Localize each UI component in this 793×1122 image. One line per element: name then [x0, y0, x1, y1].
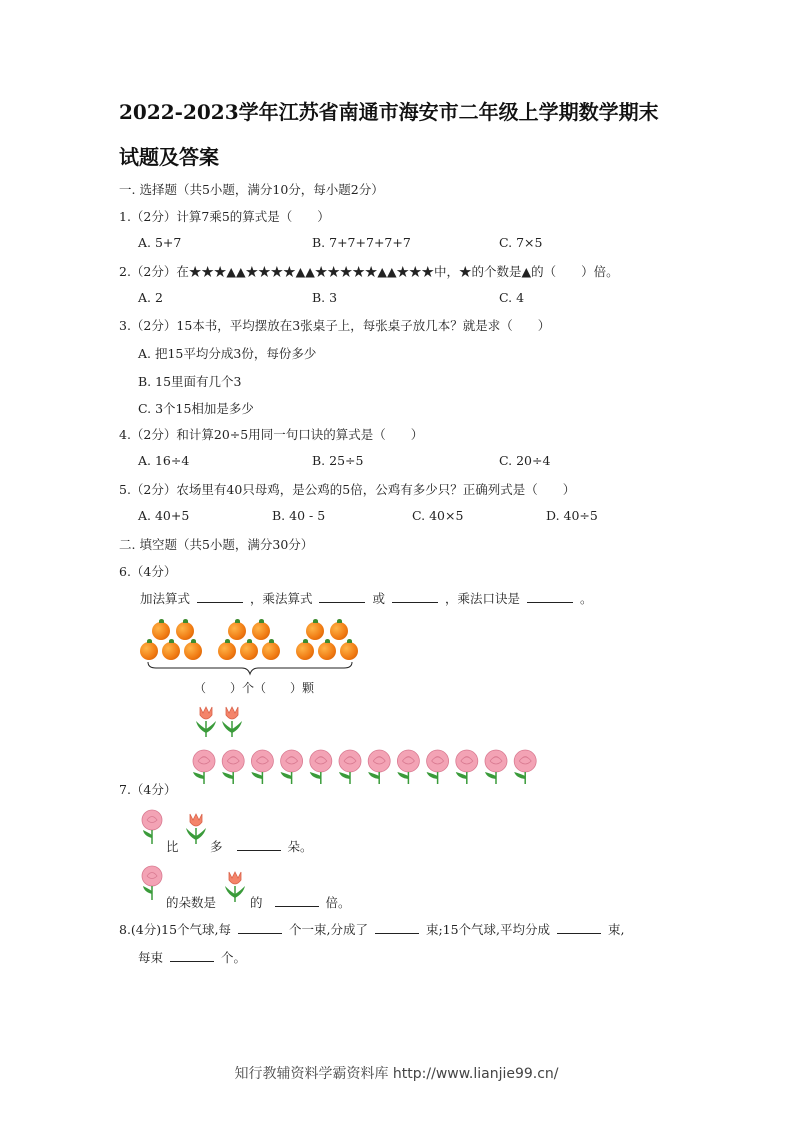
q8-text-3: 束;15个气球,平均分成: [425, 922, 551, 937]
q6-blank-multiplication-1[interactable]: [319, 591, 365, 603]
orange-icon: [330, 622, 348, 640]
q4-option-c: C. 20÷4: [499, 453, 551, 468]
q5-option-a: A. 40+5: [138, 508, 190, 523]
orange-icon: [140, 642, 158, 660]
q7-blank-more[interactable]: [237, 839, 281, 851]
q6-blank-multiplication-2[interactable]: [392, 591, 438, 603]
rose-icon: [193, 750, 215, 784]
q6-brace-label: （ ）个（ ）颗: [194, 681, 315, 695]
q6-text-end: 。: [579, 591, 593, 606]
orange-icon: [262, 642, 280, 660]
q8-text-2: 个一束,分成了: [288, 922, 368, 937]
q7-text-count-is: 的朵数是: [166, 895, 217, 910]
q8-text-4: 束,: [608, 922, 625, 937]
q7-text-compare: 比: [166, 839, 179, 854]
q2-option-a: A. 2: [138, 290, 163, 305]
orange-icon: [152, 622, 170, 640]
q6-text-or: 或: [372, 591, 385, 606]
orange-icon: [162, 642, 180, 660]
q7-text-unit: 朵。: [287, 839, 313, 854]
question-4: 4.（2分）和计算20÷5用同一句口诀的算式是（ ）: [119, 427, 424, 442]
q6-text-addition: 加法算式: [140, 591, 191, 606]
tulip-icon: [222, 707, 242, 737]
q6-text-rhyme: ，乘法口诀是: [444, 591, 520, 606]
question-7: 7.（4分）: [119, 782, 177, 797]
q2-option-b: B. 3: [312, 290, 338, 305]
question-6: 6.（4分）: [119, 564, 177, 579]
question-8-continued: [138, 948, 246, 966]
q8-text-5: 每束: [138, 950, 164, 965]
section-fill-heading: 二. 填空题（共5小题，满分30分）: [119, 537, 314, 552]
q8-blank-split[interactable]: [557, 922, 601, 934]
q8-blank-bunches[interactable]: [375, 922, 419, 934]
rose-icon: [397, 750, 419, 784]
rose-icon: [456, 750, 478, 784]
footer-watermark: 知行教辅资料学霸资料库 http://www.lianjie99.cn/: [234, 1066, 559, 1082]
curly-brace-icon: [146, 660, 356, 680]
orange-icon: [240, 642, 258, 660]
rose-icon: [427, 750, 449, 784]
q6-blank-addition[interactable]: [197, 591, 243, 603]
page-title: 2022-2023学年江苏省南通市海安市二年级上学期数学期末: [119, 100, 659, 124]
q3-option-c: C. 3个15相加是多少: [138, 401, 254, 416]
q7-row2: [250, 893, 351, 911]
orange-icon: [252, 622, 270, 640]
q8-text-1: 8.(4分)15个气球,每: [119, 922, 232, 937]
q7-text-of: 的: [250, 895, 263, 910]
tulips-row: [192, 703, 252, 739]
q5-option-b: B. 40 - 5: [272, 508, 326, 523]
rose-icon: [339, 750, 361, 784]
orange-icon: [218, 642, 236, 660]
q6-text-multiplication: ，乘法算式: [249, 591, 313, 606]
q5-option-c: C. 40×5: [412, 508, 464, 523]
q2-option-c: C. 4: [499, 290, 525, 305]
rose-icon: [281, 750, 303, 784]
rose-icon: [139, 808, 167, 846]
orange-icon: [176, 622, 194, 640]
question-1: 1.（2分）计算7乘5的算式是（ ）: [119, 209, 330, 224]
question-8: [119, 920, 624, 938]
q7-text-more: 多: [210, 839, 223, 854]
q3-option-a: A. 把15平均分成3份，每份多少: [138, 346, 317, 361]
page-title-continued: 试题及答案: [119, 145, 219, 169]
section-choice-heading: 一. 选择题（共5小题，满分10分，每小题2分）: [119, 182, 384, 197]
q1-option-a: A. 5+7: [138, 235, 182, 250]
q8-text-6: 个。: [220, 950, 246, 965]
rose-icon: [485, 750, 507, 784]
q8-blank-per-bunch[interactable]: [238, 922, 282, 934]
q5-option-d: D. 40÷5: [546, 508, 598, 523]
q3-option-b: B. 15里面有几个3: [138, 374, 242, 389]
q4-option-a: A. 16÷4: [138, 453, 190, 468]
roses-row: [190, 748, 550, 788]
orange-icon: [228, 622, 246, 640]
rose-icon: [514, 750, 536, 784]
q1-option-b: B. 7+7+7+7+7: [312, 235, 411, 250]
orange-icon: [306, 622, 324, 640]
q7-row1: [210, 837, 313, 855]
question-5: 5.（2分）农场里有40只母鸡，是公鸡的5倍，公鸡有多少只？正确列式是（ ）: [119, 482, 576, 497]
q6-blank-rhyme[interactable]: [527, 591, 573, 603]
q6-fill-line: [140, 589, 592, 607]
question-2: 2.（2分）在★★★▲▲★★★★▲▲★★★★★▲▲★★★中，★的个数是▲的（ ）倍。: [119, 264, 619, 279]
orange-icon: [296, 642, 314, 660]
q4-option-b: B. 25÷5: [312, 453, 364, 468]
orange-icon: [184, 642, 202, 660]
q8-blank-each[interactable]: [170, 950, 214, 962]
tulip-icon: [196, 707, 216, 737]
rose-icon: [251, 750, 273, 784]
tulip-icon: [221, 868, 249, 906]
orange-icon: [340, 642, 358, 660]
question-3: 3.（2分）15本书，平均摆放在3张桌子上，每张桌子放几本？就是求（ ）: [119, 318, 551, 333]
q1-option-c: C. 7×5: [499, 235, 543, 250]
rose-icon: [310, 750, 332, 784]
tulip-icon: [182, 810, 210, 848]
q7-text-times: 倍。: [325, 895, 351, 910]
rose-icon: [368, 750, 390, 784]
orange-icon: [318, 642, 336, 660]
rose-icon: [222, 750, 244, 784]
q7-blank-times[interactable]: [275, 895, 319, 907]
rose-icon: [139, 864, 167, 902]
